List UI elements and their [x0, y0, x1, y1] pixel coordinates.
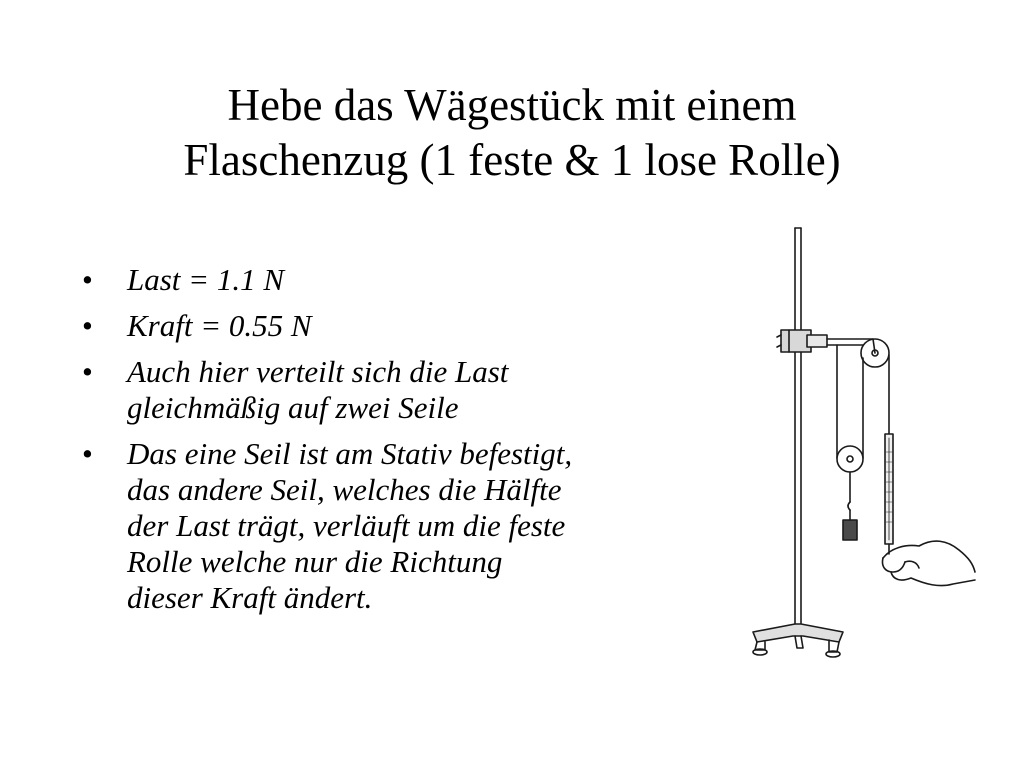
bullet-text-line: Das eine Seil ist am Stativ befestigt, [127, 436, 573, 471]
bullet-list [82, 262, 722, 626]
bullet-icon: • [82, 354, 93, 389]
title-line-1: Hebe das Wägestück mit einem [227, 80, 797, 130]
bullet-icon: • [82, 436, 93, 471]
bullet-text-line: der Last trägt, verläuft um die feste [127, 508, 566, 543]
bullet-text-line: Auch hier verteilt sich die Last [127, 354, 509, 389]
bullet-text: Kraft = 0.55 N [127, 308, 312, 343]
bullet-text-line: Rolle welche nur die Richtung [127, 544, 503, 579]
bullet-text-line: das andere Seil, welches die Hälfte [127, 472, 562, 507]
bullet-item-last [82, 262, 722, 298]
bullet-item-verteilung [82, 354, 722, 426]
bullet-text-line: gleichmäßig auf zwei Seile [127, 390, 459, 425]
bullet-item-kraft [82, 308, 722, 344]
title-line-2: Flaschenzug (1 feste & 1 lose Rolle) [183, 135, 841, 185]
bullet-icon: • [82, 262, 93, 297]
bullet-icon: • [82, 308, 93, 343]
slide-title [40, 78, 984, 188]
bullet-item-seil [82, 436, 722, 616]
bullet-text: Last = 1.1 N [127, 262, 285, 297]
bullet-text-line: dieser Kraft ändert. [127, 580, 373, 615]
pulley-stand-icon [733, 212, 978, 674]
pulley-stand-illustration [733, 212, 978, 674]
